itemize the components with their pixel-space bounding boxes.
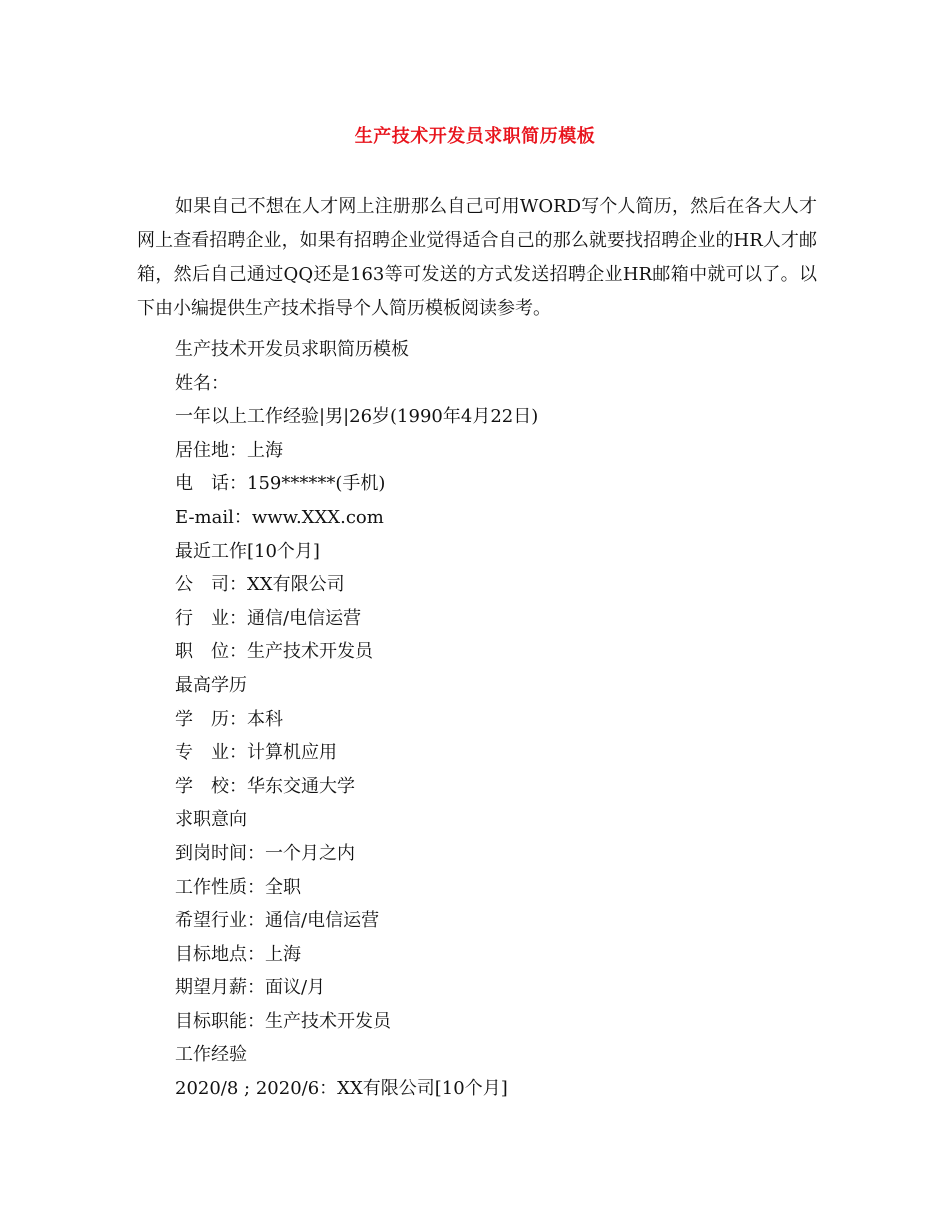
position-field: 职 位：生产技术开发员: [175, 641, 373, 663]
major-field: 专 业：计算机应用: [175, 742, 337, 764]
intro-paragraph: 如果自己不想在人才网上注册那么自己可用WORD写个人简历，然后在各大人才网上查看招聘企业，如果有招聘企业觉得适合自己的那么就要找招聘企业的HR人才邮箱，然后自己通过QQ还是163等可发送的方式发送招聘企业HR邮箱中就可以了。以下由小编提供生产技术指导个人简历模板阅读参考。: [137, 196, 817, 319]
start-time-field: 到岗时间：一个月之内: [175, 842, 355, 864]
education-heading: 最高学历: [175, 674, 247, 696]
job-type-field: 工作性质：全职: [175, 876, 301, 898]
resume-lines: [175, 333, 835, 1106]
resume-heading: 生产技术开发员求职简历模板: [175, 339, 409, 360]
phone-field: 电 话：159******(手机): [175, 473, 386, 495]
school-field: 学 校：华东交通大学: [175, 775, 355, 797]
company-field: 公 司：XX有限公司: [175, 574, 345, 596]
desired-industry-field: 希望行业：通信/电信运营: [175, 910, 380, 932]
expected-salary-field: 期望月薪：面议/月: [175, 977, 326, 999]
industry-field: 行 业：通信/电信运营: [175, 607, 362, 629]
email-field: E-mail：www.XXX.com: [175, 506, 384, 528]
degree-field: 学 历：本科: [175, 708, 283, 730]
page-title: 生产技术开发员求职简历模板: [354, 126, 596, 147]
experience-summary: 一年以上工作经验|男|26岁(1990年4月22日): [175, 406, 539, 428]
recent-work-heading: 最近工作[10个月]: [175, 540, 320, 562]
residence-field: 居住地：上海: [175, 439, 283, 461]
job-intention-heading: 求职意向: [175, 809, 247, 831]
work-experience-entry: 2020/8 ; 2020/6：XX有限公司[10个月]: [175, 1078, 508, 1100]
target-function-field: 目标职能：生产技术开发员: [175, 1010, 391, 1032]
work-experience-heading: 工作经验: [175, 1044, 247, 1066]
name-field: 姓名：: [175, 372, 229, 394]
target-location-field: 目标地点：上海: [175, 943, 301, 965]
